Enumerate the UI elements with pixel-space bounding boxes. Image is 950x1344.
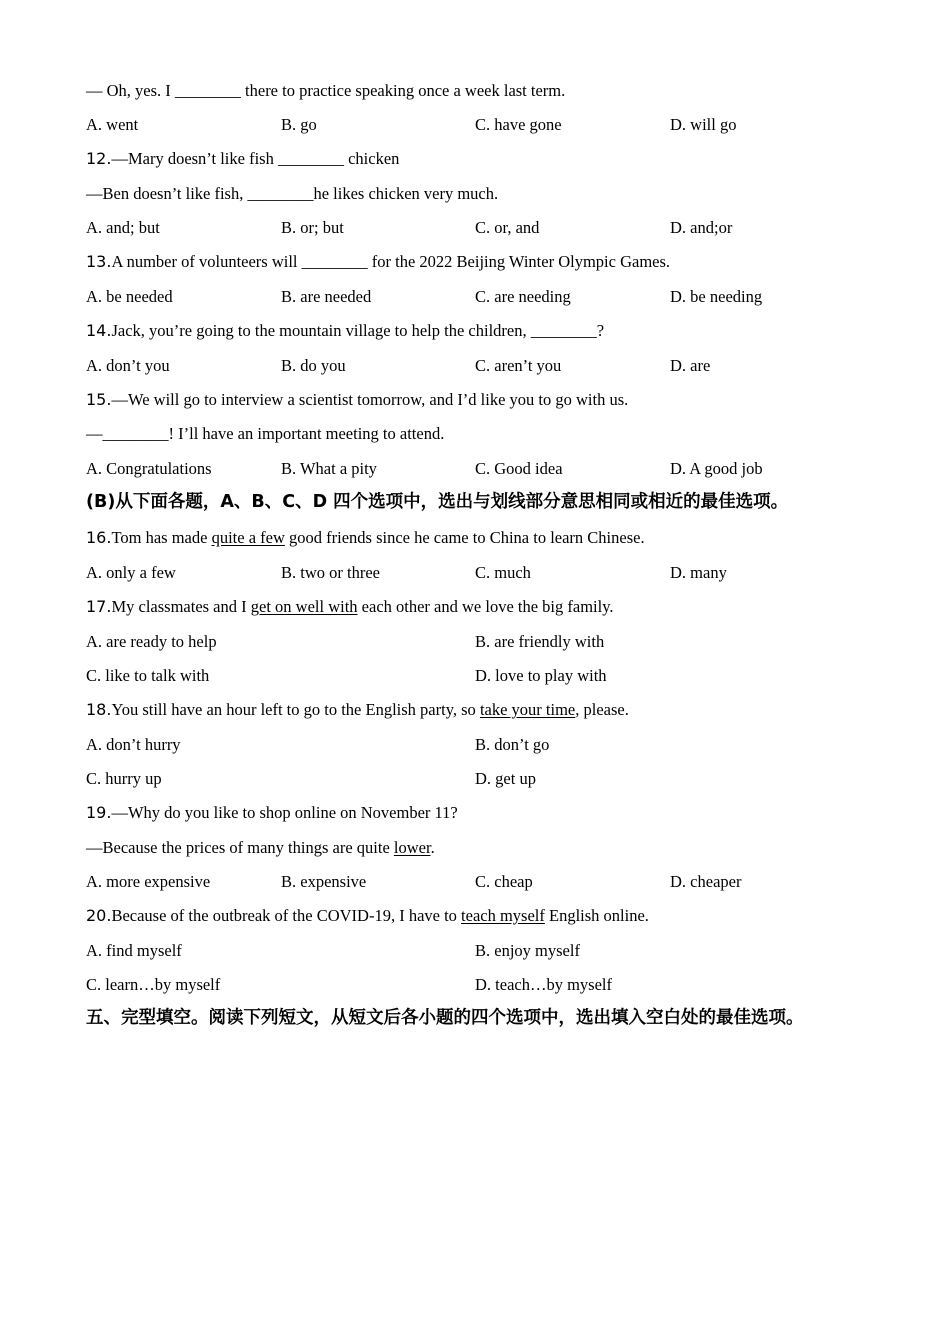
- q18-option-b: B. don’t go: [475, 735, 550, 754]
- q18-number: 18.: [86, 700, 112, 719]
- q15-number: 15.: [86, 390, 112, 409]
- q15-option-c: C. Good idea: [475, 459, 563, 478]
- q19-option-c: C. cheap: [475, 872, 533, 891]
- q19-text-after: .: [430, 838, 435, 857]
- q19-underlined-word: lower: [393, 838, 431, 857]
- q12-line2: —Ben doesn’t like fish, ________he likes chicken very much.: [86, 184, 499, 203]
- q17-option-a: A. are ready to help: [86, 632, 217, 651]
- q20-option-c: C. learn…by myself: [86, 975, 221, 994]
- q13-number: 13.: [86, 252, 112, 271]
- q18-text-after: , please.: [575, 700, 629, 719]
- q15-line2: —________! I’ll have an important meeting to attend.: [86, 424, 445, 443]
- q17-stem: [86, 596, 614, 618]
- q12-option-d: D. and;or: [670, 218, 733, 237]
- q18-option-d: D. get up: [475, 769, 536, 788]
- q11-option-b: B. go: [281, 115, 317, 134]
- q12-option-c: C. or, and: [475, 218, 540, 237]
- q17-option-d: D. love to play with: [475, 666, 607, 685]
- q13-option-b: B. are needed: [281, 287, 372, 306]
- q19-line1: —Why do you like to shop online on November 11?: [111, 803, 458, 822]
- section-5-heading: 五、完型填空。阅读下列短文，从短文后各小题的四个选项中，选出填入空白处的最佳选项。: [86, 1008, 804, 1028]
- q12-stem: [86, 148, 399, 170]
- q17-text-after: each other and we love the big family.: [357, 597, 614, 616]
- q20-option-b: B. enjoy myself: [475, 941, 580, 960]
- q17-text-before: My classmates and I: [111, 597, 251, 616]
- q19-stem: [86, 802, 458, 824]
- q14-option-c: C. aren’t you: [475, 356, 562, 375]
- q20-text-before: Because of the outbreak of the COVID-19, I have to: [111, 906, 462, 925]
- q20-text-after: English online.: [544, 906, 649, 925]
- q17-option-b: B. are friendly with: [475, 632, 605, 651]
- q16-text-before: Tom has made: [111, 528, 212, 547]
- q12-number: 12.: [86, 149, 112, 168]
- q12-option-b: B. or; but: [281, 218, 344, 237]
- q15-stem: [86, 389, 628, 411]
- q20-option-a: A. find myself: [86, 941, 182, 960]
- q11-option-a: A. went: [86, 115, 139, 134]
- q20-option-d: D. teach…by myself: [475, 975, 613, 994]
- q16-option-a: A. only a few: [86, 563, 176, 582]
- q15-option-b: B. What a pity: [281, 459, 377, 478]
- q13-option-c: C. are needing: [475, 287, 571, 306]
- q19-text-before: —Because the prices of many things are quite: [86, 838, 394, 857]
- q12-line1: —Mary doesn’t like fish ________ chicken: [111, 149, 400, 168]
- q18-option-c: C. hurry up: [86, 769, 162, 788]
- q19-option-d: D. cheaper: [670, 872, 742, 891]
- section-b-heading: [86, 490, 788, 514]
- q16-stem: [86, 527, 645, 549]
- q11-option-c: C. have gone: [475, 115, 562, 134]
- q17-number: 17.: [86, 597, 112, 616]
- q14-option-b: B. do you: [281, 356, 346, 375]
- q16-number: 16.: [86, 528, 112, 547]
- q12-option-a: A. and; but: [86, 218, 160, 237]
- q13-option-a: A. be needed: [86, 287, 173, 306]
- q14-option-d: D. are: [670, 356, 711, 375]
- q18-option-a: A. don’t hurry: [86, 735, 181, 754]
- section-b-prefix: (B): [86, 492, 116, 512]
- q19-option-a: A. more expensive: [86, 872, 211, 891]
- q19-number: 19.: [86, 803, 112, 822]
- q17-underlined-phrase: get on well with: [250, 597, 358, 616]
- q19-line2: [86, 837, 435, 859]
- q15-option-a: A. Congratulations: [86, 459, 212, 478]
- q16-option-d: D. many: [670, 563, 727, 582]
- q20-underlined-phrase: teach myself: [461, 906, 545, 925]
- q11-answer-line: — Oh, yes. I ________ there to practice speaking once a week last term.: [86, 81, 566, 100]
- q14-line1: Jack, you’re going to the mountain village to help the children, ________?: [111, 321, 605, 340]
- q19-option-b: B. expensive: [281, 872, 367, 891]
- q18-text-before: You still have an hour left to go to the English party, so: [111, 700, 480, 719]
- q15-line1: —We will go to interview a scientist tomorrow, and I’d like you to go with us.: [111, 390, 629, 409]
- q14-option-a: A. don’t you: [86, 356, 170, 375]
- q13-line1: A number of volunteers will ________ for the 2022 Beijing Winter Olympic Games.: [111, 252, 671, 271]
- q16-option-b: B. two or three: [281, 563, 380, 582]
- q17-option-c: C. like to talk with: [86, 666, 210, 685]
- q13-stem: [86, 251, 670, 273]
- section-b-instructions: 从下面各题，A、B、C、D 四个选项中，选出与划线部分意思相同或相近的最佳选项。: [115, 492, 789, 512]
- q11-option-d: D. will go: [670, 115, 737, 134]
- q15-option-d: D. A good job: [670, 459, 763, 478]
- q16-text-after: good friends since he came to China to learn Chinese.: [284, 528, 645, 547]
- q13-option-d: D. be needing: [670, 287, 763, 306]
- q20-stem: [86, 905, 649, 927]
- q20-number: 20.: [86, 906, 112, 925]
- q18-stem: [86, 699, 629, 721]
- q14-number: 14.: [86, 321, 112, 340]
- q18-underlined-phrase: take your time: [479, 700, 576, 719]
- q16-option-c: C. much: [475, 563, 531, 582]
- q16-underlined-phrase: quite a few: [211, 528, 285, 547]
- q14-stem: [86, 320, 604, 342]
